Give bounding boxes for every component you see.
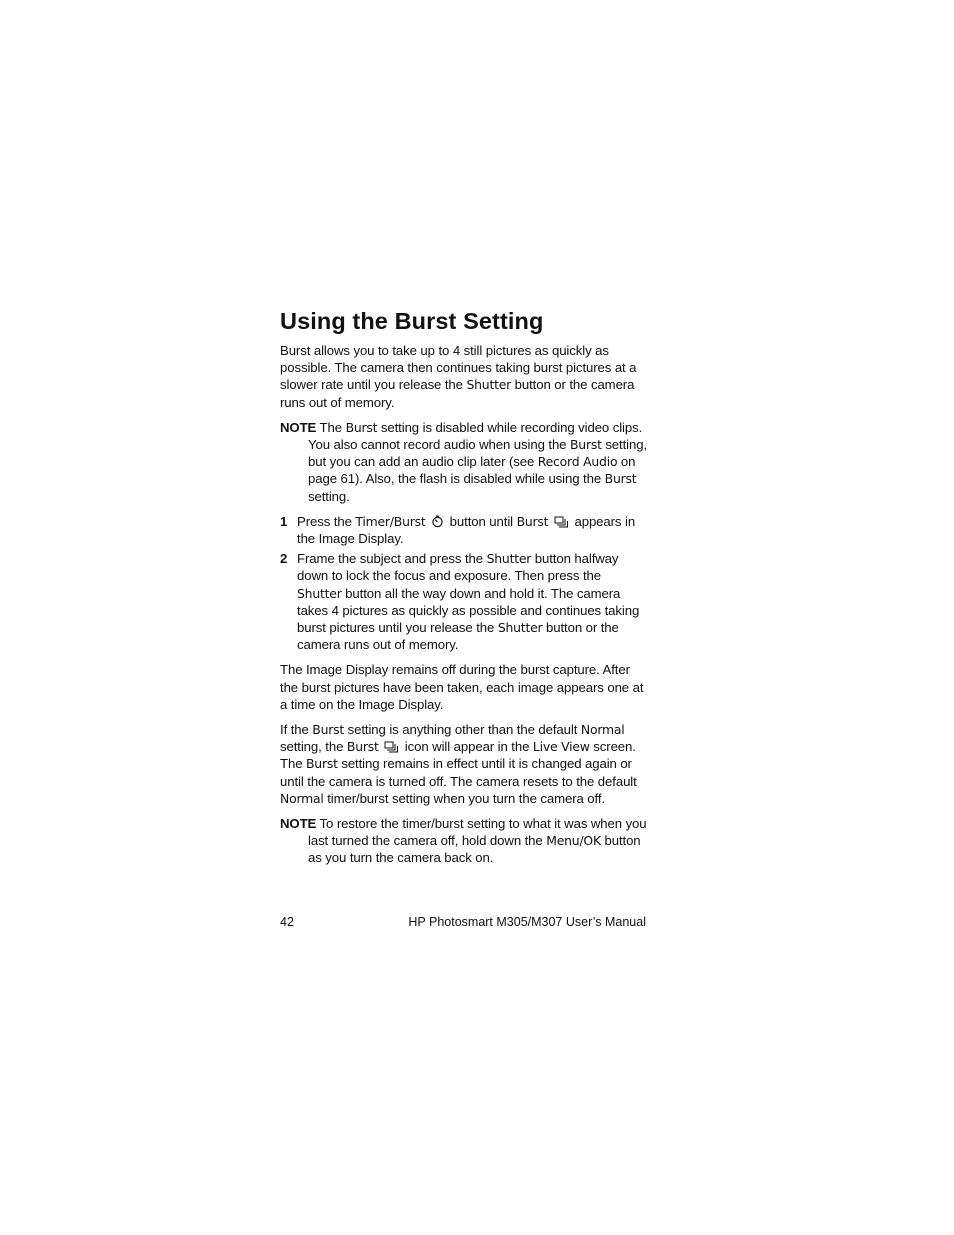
intro-paragraph [280, 342, 648, 411]
intro-text-2: button or the camera runs out of memory. [280, 377, 635, 410]
normal-term: Normal [580, 722, 625, 738]
note-label: NOTE [280, 419, 317, 435]
step-number: 2 [280, 551, 288, 567]
note2-text-2: button as you turn the camera back on. [308, 833, 641, 866]
step2-text-2: button halfway down to lock the focus and exposure. Then press the [297, 551, 619, 584]
note1-text-3: setting, but you can add an audio clip later (see [308, 437, 648, 470]
image-display-paragraph: The Image Display remains off during the burst capture. After the burst pictures have been taken, each image appears one at a time on the Image Display. [280, 662, 644, 712]
para3-text-4: icon will appear in the [401, 739, 533, 755]
note2-text-1: To restore the timer/burst setting to what it was when you last turned the camera off, hold down the [308, 816, 647, 849]
note-label: NOTE [280, 816, 317, 832]
step-number: 1 [280, 513, 288, 529]
para3-text-6: setting remains in effect until it is changed again or until the camera is turned off. The camera resets to the default [280, 756, 637, 789]
page-content [280, 306, 648, 875]
note-burst-limitations [280, 419, 648, 505]
burst-icon [554, 516, 569, 528]
step1-text-1: Press the [297, 513, 356, 529]
burst-term: Burst [312, 722, 345, 738]
intro-text-1: Burst allows you to take up to 4 still pictures as quickly as possible. The camera then continues taking burst pictures at a slower rate until you release the [280, 343, 637, 393]
note1-text-5: setting. [308, 488, 350, 504]
record-audio-term: Record Audio [537, 454, 618, 470]
step2-text-4: button or the camera runs out of memory. [297, 620, 619, 653]
para3-text-1: If the [280, 722, 313, 738]
page-title: Using the Burst Setting [280, 308, 544, 334]
burst-term: Burst [604, 471, 637, 487]
step2-text-1: Frame the subject and press the [297, 551, 487, 567]
note1-text-1: The [316, 419, 346, 435]
normal-term: Normal [280, 790, 324, 806]
burst-term: Burst [306, 756, 338, 772]
para3-text-3: setting, the [280, 739, 347, 755]
step-item [280, 550, 648, 653]
burst-default-paragraph [280, 721, 648, 807]
para3-text-5: screen. The [280, 739, 636, 772]
live-view-term: Live View [532, 739, 590, 755]
timer-burst-term: Timer/Burst [355, 513, 426, 529]
note-restore-setting [280, 815, 648, 867]
shutter-term: Shutter [486, 551, 532, 567]
burst-term: Burst [346, 739, 379, 755]
menu-ok-term: Menu/OK [546, 833, 601, 849]
self-timer-icon [431, 515, 444, 528]
burst-term: Burst [345, 419, 378, 435]
shutter-term: Shutter [497, 620, 543, 636]
para3-text-2: setting is anything other than the default [344, 722, 581, 738]
note1-text-2: setting is disabled while recording video clips. You also cannot record audio when using the [308, 419, 643, 453]
steps-list [280, 513, 648, 654]
burst-term: Burst [569, 437, 602, 453]
para3-text-7: timer/burst setting when you turn the camera off. [323, 790, 605, 806]
shutter-term: Shutter [466, 377, 512, 393]
manual-title: HP Photosmart M305/M307 User’s Manual [408, 915, 646, 929]
shutter-term: Shutter [297, 585, 342, 601]
page-number: 42 [280, 915, 294, 929]
burst-icon [384, 741, 399, 753]
step2-text-3: button all the way down and hold it. The camera takes 4 pictures as quickly as possible and continues taking burst pictures until you release the [297, 585, 640, 636]
burst-term: Burst [516, 513, 549, 529]
step1-text-3: appears in the Image Display. [297, 513, 636, 547]
step-item [280, 513, 648, 547]
note1-text-4: on page 61). Also, the flash is disabled while using the [308, 454, 636, 487]
step1-text-2: button until [446, 513, 517, 529]
